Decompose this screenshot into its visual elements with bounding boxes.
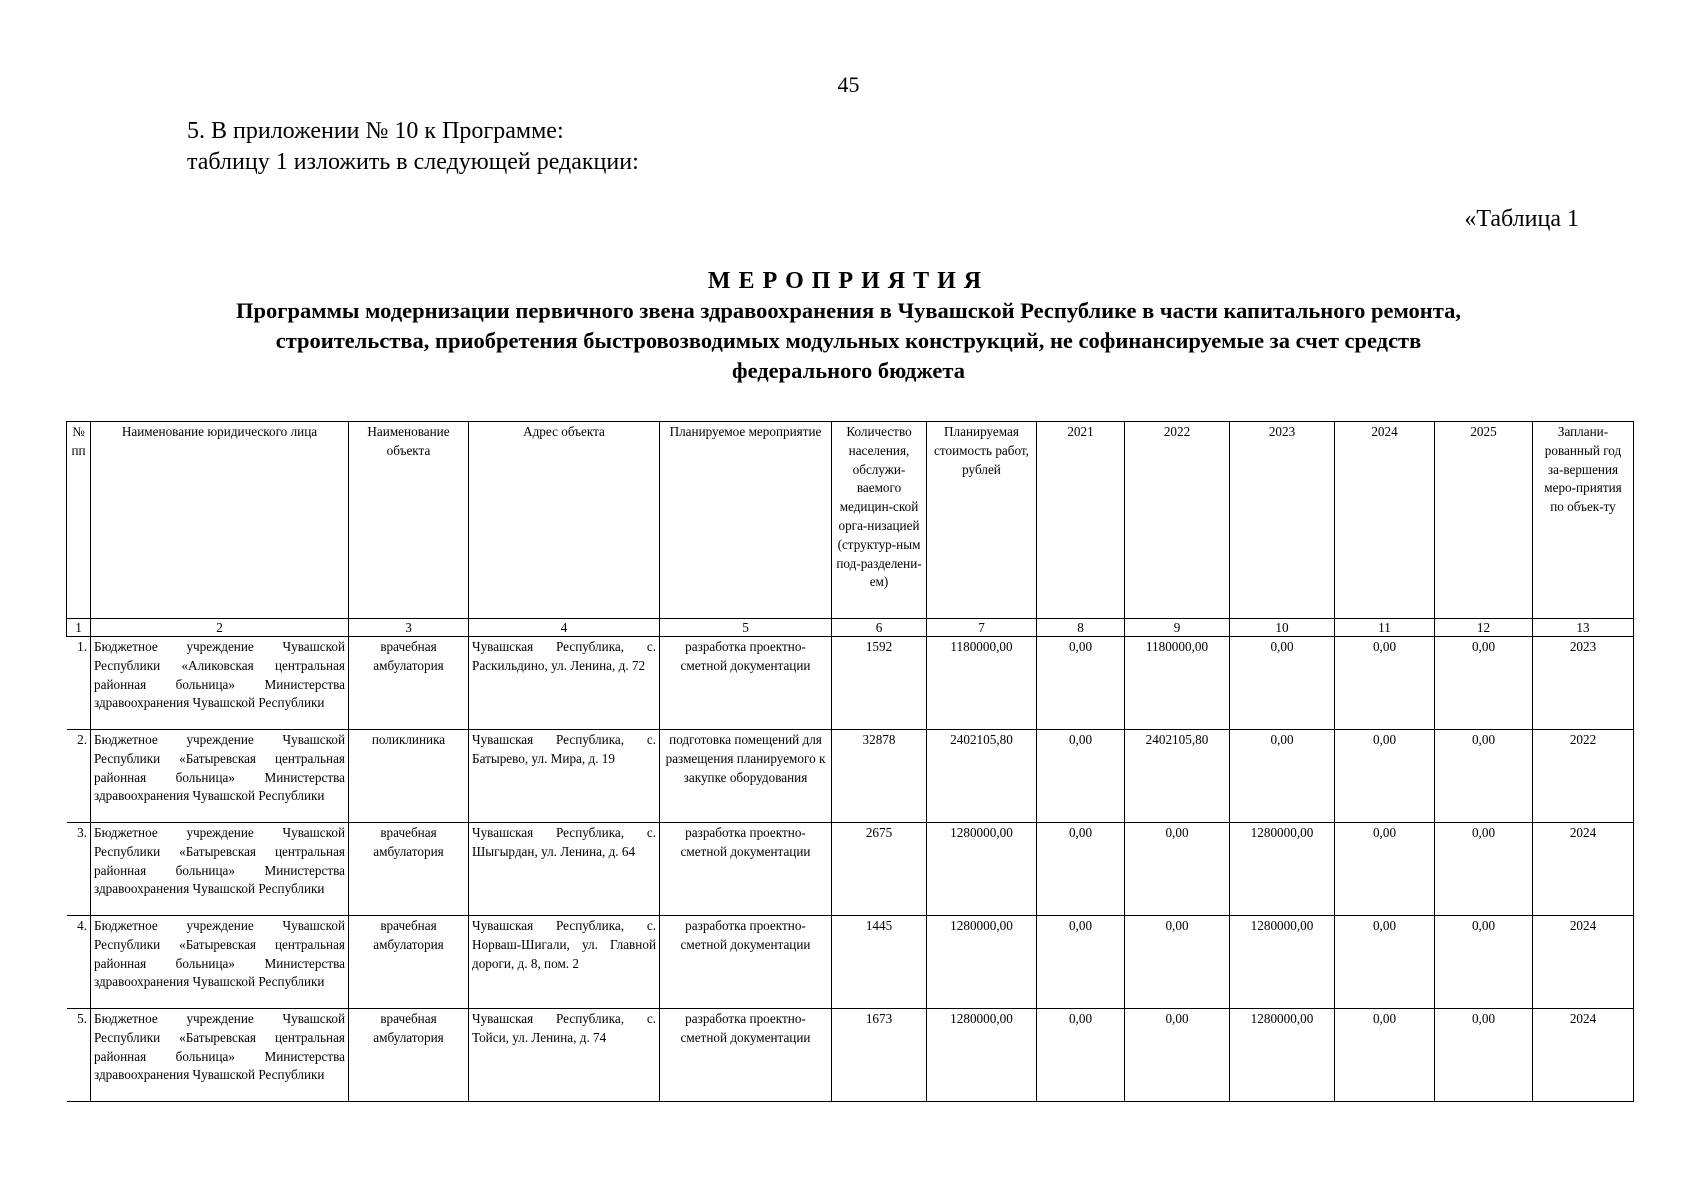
year-2024-cell: 0,00 [1335,1009,1435,1102]
measures-table [66,421,1634,1102]
measure-cell: разработка проектно-сметной документации [660,823,832,916]
year-2025-cell: 0,00 [1435,823,1533,916]
object-cell: врачебная амбулатория [349,1009,469,1102]
object-cell: врачебная амбулатория [349,916,469,1009]
column-header: 2021 [1037,422,1125,619]
year-2023-cell: 0,00 [1230,637,1335,730]
year-2021-cell: 0,00 [1037,730,1125,823]
measure-cell: разработка проектно-сметной документации [660,916,832,1009]
table-row [67,916,1634,1009]
intro-text [187,116,639,178]
column-header: 2022 [1125,422,1230,619]
year-2023-cell: 0,00 [1230,730,1335,823]
legal-entity-cell: Бюджетное учреждение Чувашской Республики «Аликовская центральная районная больница» Министерства здравоохранения Чувашской Республики [91,637,349,730]
cost-cell: 2402105,80 [927,730,1037,823]
completion-year-cell: 2024 [1533,823,1634,916]
heading-title: МЕРОПРИЯТИЯ [707,268,990,294]
population-cell: 1673 [832,1009,927,1102]
column-header: Планируемое мероприятие [660,422,832,619]
object-cell: врачебная амбулатория [349,637,469,730]
row-number: 2. [67,730,91,823]
column-number: 9 [1125,619,1230,637]
column-header: Количество населения, обслужи-ваемого медицин-ской орга-низацией (структур-ным под-разделени-ем) [832,422,927,619]
intro-line-1: 5. В приложении № 10 к Программе: [187,118,564,144]
column-header: Планируемая стоимость работ, рублей [927,422,1037,619]
address-cell: Чувашская Республика, с. Тойси, ул. Ленина, д. 74 [469,1009,660,1102]
cost-cell: 1280000,00 [927,823,1037,916]
population-cell: 2675 [832,823,927,916]
completion-year-cell: 2022 [1533,730,1634,823]
year-2023-cell: 1280000,00 [1230,823,1335,916]
object-cell: поликлиника [349,730,469,823]
year-2025-cell: 0,00 [1435,916,1533,1009]
column-header: 2023 [1230,422,1335,619]
column-header: Наименование объекта [349,422,469,619]
year-2023-cell: 1280000,00 [1230,1009,1335,1102]
column-header: 2024 [1335,422,1435,619]
year-2021-cell: 0,00 [1037,1009,1125,1102]
address-cell: Чувашская Республика, с. Раскильдино, ул. Ленина, д. 72 [469,637,660,730]
heading-subtitle-line-3: федерального бюджета [732,358,965,383]
heading-subtitle-line-1: Программы модернизации первичного звена здравоохранения в Чувашской Республике в части капитального ремонта, [236,298,1461,323]
year-2023-cell: 1280000,00 [1230,916,1335,1009]
year-2022-cell: 0,00 [1125,1009,1230,1102]
completion-year-cell: 2024 [1533,1009,1634,1102]
column-number: 5 [660,619,832,637]
object-cell: врачебная амбулатория [349,823,469,916]
column-header: 2025 [1435,422,1533,619]
population-cell: 1445 [832,916,927,1009]
document-heading [60,266,1637,386]
address-cell: Чувашская Республика, с. Норваш-Шигали, ул. Главной дороги, д. 8, пом. 2 [469,916,660,1009]
year-2025-cell: 0,00 [1435,1009,1533,1102]
measure-cell: подготовка помещений для размещения планируемого к закупке оборудования [660,730,832,823]
year-2022-cell: 0,00 [1125,916,1230,1009]
year-2024-cell: 0,00 [1335,637,1435,730]
measure-cell: разработка проектно-сметной документации [660,1009,832,1102]
row-number: 3. [67,823,91,916]
column-header: Наименование юридического лица [91,422,349,619]
year-2022-cell: 1180000,00 [1125,637,1230,730]
page-number: 45 [837,72,860,97]
year-2022-cell: 2402105,80 [1125,730,1230,823]
column-number: 7 [927,619,1037,637]
column-header: Заплани-рованный год за-вершения меро-приятия по объек-ту [1533,422,1634,619]
column-number: 11 [1335,619,1435,637]
legal-entity-cell: Бюджетное учреждение Чувашской Республики «Батыревская центральная районная больница» Министерства здравоохранения Чувашской Республики [91,1009,349,1102]
column-number-row [67,619,1634,637]
column-number: 13 [1533,619,1634,637]
heading-subtitle-line-2: строительства, приобретения быстровозводимых модульных конструкций, не софинансируемые за счет средств [275,328,1422,353]
column-number: 3 [349,619,469,637]
intro-line-2: таблицу 1 изложить в следующей редакции: [187,149,639,175]
column-number: 8 [1037,619,1125,637]
year-2021-cell: 0,00 [1037,916,1125,1009]
year-2021-cell: 0,00 [1037,637,1125,730]
column-header: № пп [67,422,91,619]
column-number: 12 [1435,619,1533,637]
year-2022-cell: 0,00 [1125,823,1230,916]
cost-cell: 1280000,00 [927,916,1037,1009]
cost-cell: 1180000,00 [927,637,1037,730]
population-cell: 1592 [832,637,927,730]
year-2024-cell: 0,00 [1335,916,1435,1009]
completion-year-cell: 2024 [1533,916,1634,1009]
column-header: Адрес объекта [469,422,660,619]
column-number: 6 [832,619,927,637]
table-row [67,823,1634,916]
table-header-row [67,422,1634,619]
row-number: 1. [67,637,91,730]
column-number: 10 [1230,619,1335,637]
year-2024-cell: 0,00 [1335,730,1435,823]
address-cell: Чувашская Республика, с. Шыгырдан, ул. Ленина, д. 64 [469,823,660,916]
measure-cell: разработка проектно-сметной документации [660,637,832,730]
year-2024-cell: 0,00 [1335,823,1435,916]
table-caption: «Таблица 1 [1464,206,1579,232]
cost-cell: 1280000,00 [927,1009,1037,1102]
column-number: 1 [67,619,91,637]
legal-entity-cell: Бюджетное учреждение Чувашской Республики «Батыревская центральная районная больница» Министерства здравоохранения Чувашской Республики [91,823,349,916]
legal-entity-cell: Бюджетное учреждение Чувашской Республики «Батыревская центральная районная больница» Министерства здравоохранения Чувашской Республики [91,730,349,823]
table-row [67,730,1634,823]
table-row [67,1009,1634,1102]
year-2025-cell: 0,00 [1435,637,1533,730]
row-number: 5. [67,1009,91,1102]
year-2025-cell: 0,00 [1435,730,1533,823]
table-row [67,637,1634,730]
completion-year-cell: 2023 [1533,637,1634,730]
year-2021-cell: 0,00 [1037,823,1125,916]
row-number: 4. [67,916,91,1009]
column-number: 4 [469,619,660,637]
population-cell: 32878 [832,730,927,823]
address-cell: Чувашская Республика, с. Батырево, ул. Мира, д. 19 [469,730,660,823]
column-number: 2 [91,619,349,637]
legal-entity-cell: Бюджетное учреждение Чувашской Республики «Батыревская центральная районная больница» Министерства здравоохранения Чувашской Республики [91,916,349,1009]
